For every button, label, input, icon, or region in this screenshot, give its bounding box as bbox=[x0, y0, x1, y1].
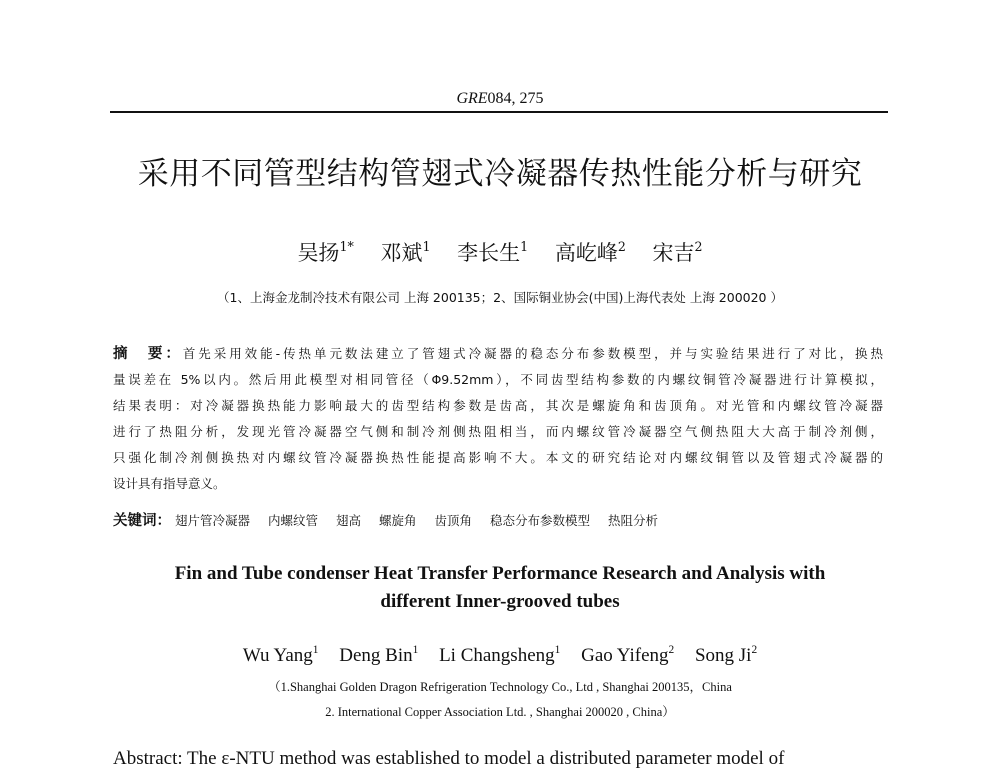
keyword: 螺旋角 bbox=[378, 513, 417, 528]
keyword: 翅片管冷凝器 bbox=[174, 513, 250, 528]
abstract-line: 结果表明：对冷凝器换热能力影响最大的齿型结构参数是齿高，其次是螺旋角和齿顶角。对光管和内螺纹管冷凝器 bbox=[113, 398, 883, 413]
keyword: 热阻分析 bbox=[607, 513, 658, 528]
abstract-en-cutoff: Abstract: The ε-NTU method was established to model a distributed parameter model of bbox=[113, 748, 785, 769]
abstract-line: 只强化制冷剂侧换热对内螺纹管冷凝器换热性能提高影响不大。本文的研究结论对内螺纹铜管以及管翅式冷凝器的 bbox=[113, 450, 883, 465]
abstract-line: 设计具有指导意义。 bbox=[113, 476, 226, 491]
affiliations-en bbox=[0, 675, 1000, 725]
affiliation-en-line-2: 2. International Copper Association Ltd. , Shanghai 200020 , China） bbox=[325, 705, 675, 719]
affiliation-en-line-1: （1.Shanghai Golden Dragon Refrigeration Technology Co., Ltd , Shanghai 200135，China bbox=[268, 680, 732, 694]
abstract-line: 进行了热阻分析，发现光管冷凝器空气侧和制冷剂侧热阻相当，而内螺纹管冷凝器空气侧热阻大大高于制冷剂侧， bbox=[113, 424, 883, 439]
abstract-line: 量误差在 5%以内。然后用此模型对相同管径（Φ9.52mm），不同齿型结构参数的内螺纹铜管冷凝器进行计算模拟， bbox=[113, 372, 883, 387]
header-rule bbox=[110, 111, 888, 113]
header-series: GRE bbox=[456, 90, 488, 107]
author-cn-4: 高屹峰$^2$ bbox=[554, 239, 626, 265]
authors-en bbox=[0, 645, 1000, 667]
author-en-5: Song Ji$^2$ bbox=[694, 644, 758, 666]
keyword: 齿顶角 bbox=[434, 513, 472, 528]
keyword: 内螺纹管 bbox=[267, 513, 318, 528]
header-number: 084, 275 bbox=[487, 90, 544, 107]
title-en-line-2: different Inner-grooved tubes bbox=[380, 591, 620, 612]
author-en-4: Gao Yifeng$^2$ bbox=[581, 644, 675, 666]
keywords-cn bbox=[113, 509, 672, 530]
authors-cn bbox=[0, 237, 1000, 267]
abstract-label: 摘 要： bbox=[113, 346, 183, 362]
running-header bbox=[0, 90, 1000, 108]
affiliations-cn: （1、上海金龙制冷技术有限公司 上海 200135；2、国际铜业协会(中国)上海代表处 上海 200020 ） bbox=[217, 290, 783, 305]
abstract-line: 摘 要：首先采用效能-传热单元数法建立了管翅式冷凝器的稳态分布参数模型，并与实验结果进行了对比，换热 bbox=[113, 346, 884, 362]
author-cn-2: 邓斌$^1$ bbox=[380, 239, 431, 265]
keywords-label: 关键词： bbox=[113, 513, 171, 529]
keyword: 稳态分布参数模型 bbox=[489, 513, 590, 528]
author-en-2: Deng Bin$^1$ bbox=[339, 644, 419, 666]
paper-title-en bbox=[0, 560, 1000, 616]
paper-title-cn: 采用不同管型结构管翅式冷凝器传热性能分析与研究 bbox=[137, 156, 863, 192]
author-en-3: Li Changsheng$^1$ bbox=[439, 644, 561, 666]
author-cn-1: 吴扬$^{1*}$ bbox=[297, 239, 354, 265]
keyword: 翅高 bbox=[335, 513, 361, 528]
author-cn-5: 宋吉$^2$ bbox=[652, 239, 703, 265]
author-en-1: Wu Yang$^1$ bbox=[242, 644, 319, 666]
author-cn-3: 李长生$^1$ bbox=[457, 239, 529, 265]
abstract-cn bbox=[113, 341, 883, 497]
title-en-line-1: Fin and Tube condenser Heat Transfer Performance Research and Analysis with bbox=[174, 563, 826, 584]
